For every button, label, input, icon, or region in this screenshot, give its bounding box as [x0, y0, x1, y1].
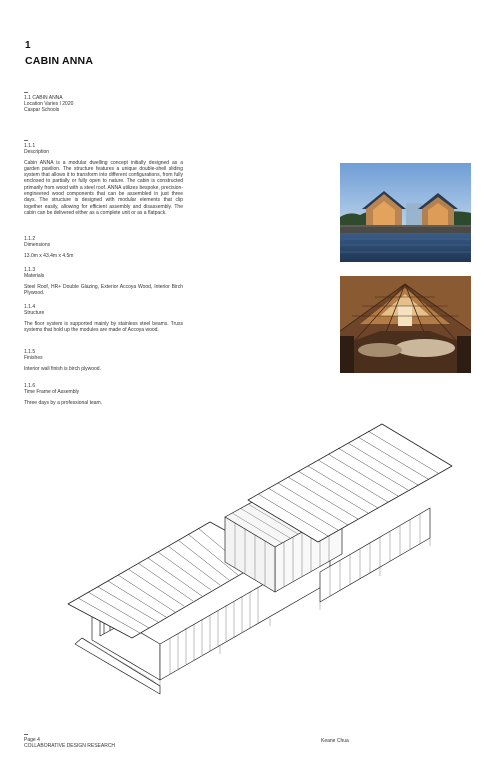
exterior-photo [340, 163, 471, 262]
section-description [24, 140, 183, 216]
project-meta [24, 92, 73, 114]
footer-left [24, 734, 115, 749]
section-number: 1.1.5 [24, 349, 36, 355]
section-number: 1.1.3 [24, 267, 36, 273]
footer-author: Keane Chua [321, 738, 349, 744]
meta-location: Location Varies I 2020 [24, 101, 74, 108]
page-title: CABIN ANNA [25, 55, 94, 67]
section-number: 1.1.6 [24, 383, 36, 389]
page-number: Page 4 [24, 737, 40, 743]
section-heading: Description [24, 149, 50, 156]
divider [24, 140, 28, 141]
section-heading: Finishes [24, 355, 43, 362]
meta-author: Caspar Schools [24, 107, 60, 114]
section-dimensions [24, 236, 183, 259]
section-text: Interior wall finish is birch plywood. [24, 365, 101, 372]
section-text: Three days by a professional team. [24, 399, 103, 406]
section-number: 1.1.4 [24, 304, 36, 310]
section-heading: Dimensions [24, 242, 51, 249]
chapter-number: 1 [25, 40, 31, 51]
section-materials [24, 267, 183, 296]
section-number: 1.1.2 [24, 236, 36, 242]
section-structure [24, 304, 183, 333]
section-text: Cabin ANNA is a modular dwelling concept initially designed as a garden pavilion. The structure features a unique double-shell sliding system that allows it to transform into different configurations, from fully enclosed to partially or fully open to nature. The cabin is constructed primarily from wood with a steel roof. ANNA utilizes bespoke, precision-engineered wood components that can be assembled in just three days. The structure is designed with modular elements that clip together easily, allowing for efficient assembly and disassembly. The cabin can be delivered either as a complete unit or as a flatpack. [24, 159, 183, 216]
divider [24, 92, 28, 93]
interior-photo [340, 276, 471, 373]
section-text: 13.0m x 43.4m x 4.5m [24, 252, 74, 259]
section-heading: Materials [24, 273, 45, 280]
course-title: COLLABORATIVE DESIGN RESEARCH [24, 743, 116, 750]
section-number: 1.1.1 [24, 143, 36, 149]
section-heading: Time Frame of Assembly [24, 389, 80, 396]
divider [24, 734, 28, 735]
meta-heading: 1.1 CABIN ANNA [24, 95, 63, 101]
section-finishes [24, 349, 183, 372]
section-text: Steel Roof, HR+ Double Glazing, Exterior Accoya Wood, Interior Birch Plywood. [24, 283, 183, 296]
section-text: The floor system is supported mainly by stainless steel beams. Truss systems that hold up the modules are made of Accoya wood. [24, 320, 183, 333]
section-heading: Structure [24, 310, 45, 317]
isometric-drawing [60, 422, 460, 702]
section-assembly-time [24, 383, 183, 406]
